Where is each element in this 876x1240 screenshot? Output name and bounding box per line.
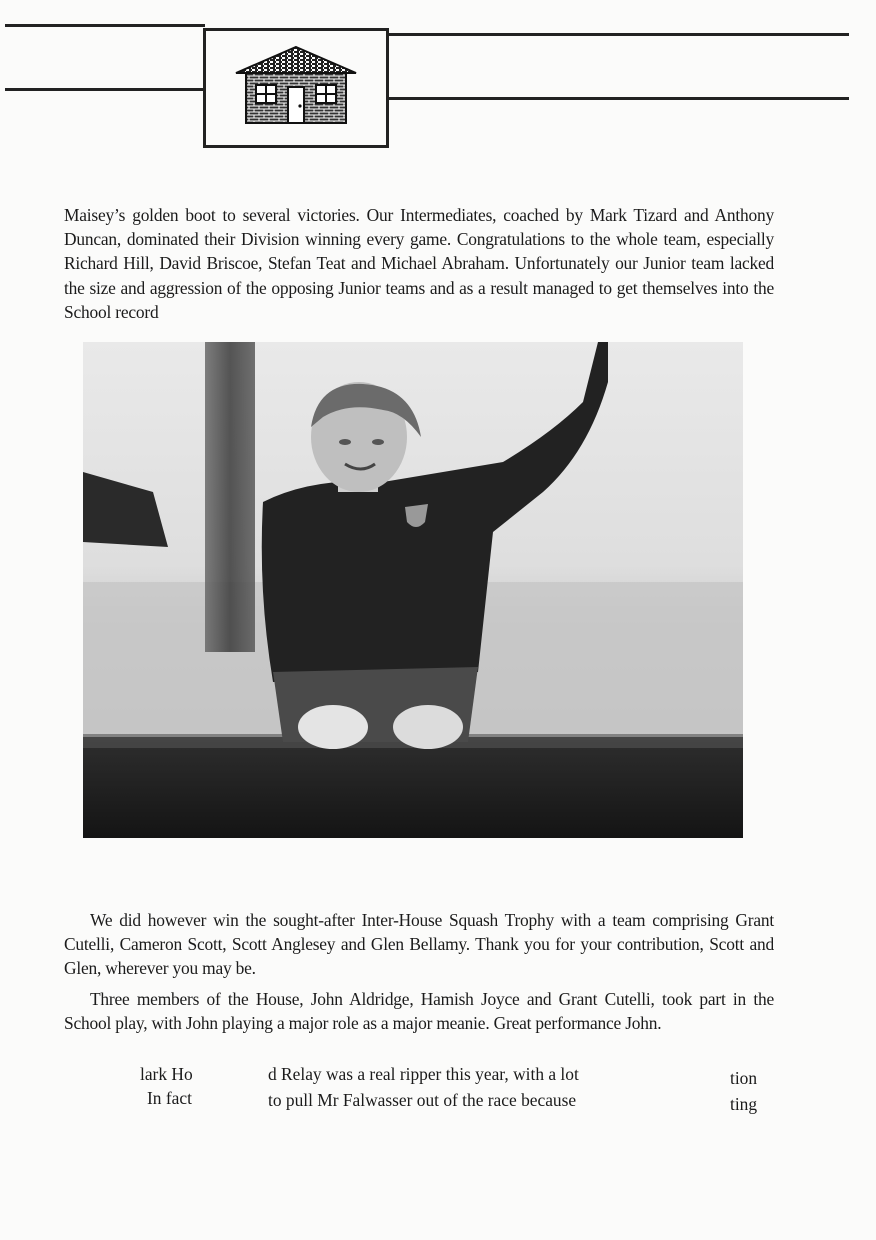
house-icon-box xyxy=(203,28,389,148)
fragment-line1-mid: d Relay was a real ripper this year, with a lot xyxy=(268,1064,579,1084)
header-rule-top-left xyxy=(5,24,205,27)
house-icon xyxy=(234,43,358,127)
fragment-line2-left: In fact xyxy=(147,1088,192,1108)
header-rule-top-right xyxy=(385,33,849,36)
fragment-line2-right: ting xyxy=(730,1094,758,1114)
photo-boy-jumping xyxy=(83,342,743,838)
play-paragraph: Three members of the House, John Aldridge, Hamish Joyce and Grant Cutelli, took part in the School play, with John playing a major role as a major meanie. Great performance John. xyxy=(64,989,774,1034)
fragment-line2-mid: to pull Mr Falwasser out of the race because xyxy=(268,1090,577,1110)
header-rule-bottom-left xyxy=(5,88,205,91)
photo-image xyxy=(83,342,743,838)
fragment-line1-right: tion xyxy=(730,1068,758,1088)
header-rule-bottom-right xyxy=(385,97,849,100)
squash-paragraph: We did however win the sought-after Inter-House Squash Trophy with a team comprising Grant Cutelli, Cameron Scott, Scott Anglesey and Glen Bellamy. Thank you for your contribution, Scott and Glen, wherever you may be. xyxy=(64,910,774,979)
fragment-line1-left: lark Ho xyxy=(140,1064,193,1084)
intro-paragraph: Maisey’s golden boot to several victories. Our Intermediates, coached by Mark Tizard and Anthony Duncan, dominated their Division winning every game. Congratulations to the whole team, especially Richard Hill, David Briscoe, Stefan Teat and Michael Abraham. Unfortunately our Junior team lacked the size and aggression of the opposing Junior teams and as a result managed to get themselves into the School record xyxy=(64,205,774,322)
